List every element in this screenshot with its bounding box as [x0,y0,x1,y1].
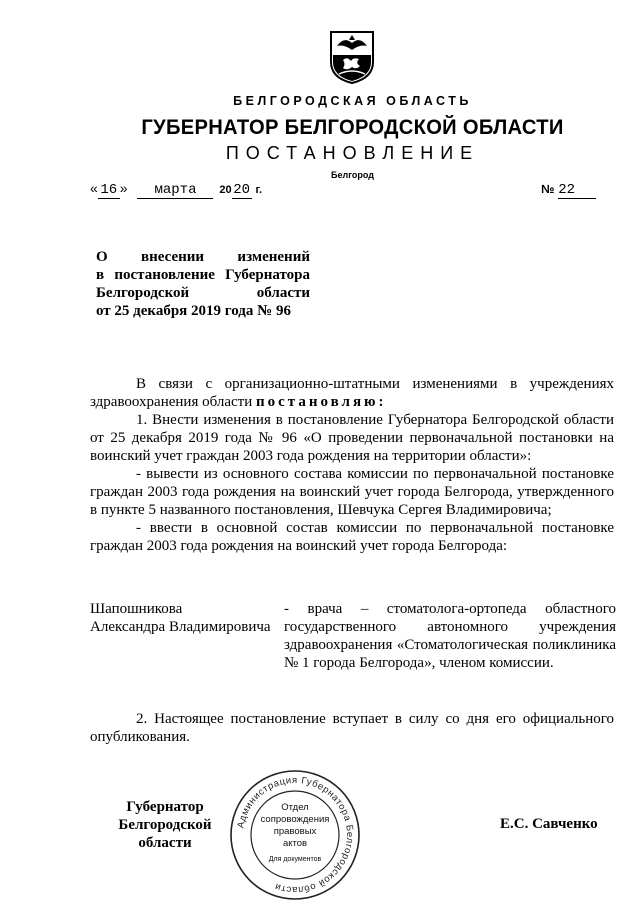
date-year-suffix: 20 [233,182,251,198]
stamp-line: Отдел [281,802,309,813]
governor-title: ГУБЕРНАТОР БЕЛГОРОДСКОЙ ОБЛАСТИ [141,116,564,139]
preamble-text: В связи с организационно-штатными изменениями в учреждениях здравоохранения области [90,376,614,410]
date-open-quote: « [90,180,98,196]
stamp-center-text [260,802,330,866]
item-2: 2. Настоящее постановление вступает в силу со дня его официального опубликования. [90,711,614,745]
date-close-quote: » [119,180,128,196]
stamp-line: актов [282,838,308,849]
item-2-block [90,710,614,746]
date-year-prefix: 20 [219,184,232,196]
decree-number [541,180,596,199]
subject-line: О внесении изменений [96,249,310,265]
member-description: - врача – стоматолога-ортопеда областного государственного автономного учреждения здравоохранения «Стоматологическая поликлиника № 1 города Белгорода», членом комиссии. [284,601,616,671]
resolve-word: постановляю: [256,394,387,410]
bullet-remove-member: - вывести из основного состава комиссии по первоначальной постановке граждан 2003 года рождения на воинский учет города Белгорода, утвержденного в пункте 5 названного постановления, Шевчука Сергея Владимировича; [90,466,614,518]
decree-body [90,375,614,555]
subject-line: в постановление Губернатора [96,267,310,283]
subject-line: Белгородской области [96,285,310,301]
coat-of-arms-emblem [329,30,375,84]
member-surname: Шапошникова [90,601,183,617]
preamble-paragraph [90,375,614,411]
bullet-add-member: - ввести в основной состав комиссии по первоначальной постановке граждан 2003 года рождения на воинский учет города Белгорода: [90,520,614,554]
member-name [90,600,290,636]
decree-date [90,180,262,199]
city-name: Белгород [331,170,374,180]
region-title: БЕЛГОРОДСКАЯ ОБЛАСТЬ [233,94,472,108]
signature-title-line: Губернатор [126,799,204,815]
number-value: 22 [558,182,596,199]
member-given-name: Александра Владимировича [90,619,271,635]
decree-type: ПОСТАНОВЛЕНИЕ [225,143,480,163]
date-day: 16 [98,182,120,199]
stamp-line: сопровождения [260,814,330,825]
decree-subject [96,248,310,320]
subject-line: от 25 декабря 2019 года № 96 [96,303,291,319]
stamp-bottom: Для документов [268,856,322,863]
date-year-abbr: г. [255,184,263,196]
stamp-ring-text: Администрация Губернатора Белгородской области [235,774,356,896]
item-1: 1. Внести изменения в постановление Губернатора Белгородской области от 25 декабря 2019 года № 96 «О проведении первоначальной постановки на воинский учет граждан 2003 года рождения на территории области»: [90,412,614,464]
date-month: марта [137,182,213,199]
signature-title [90,798,240,852]
number-label: № [541,182,555,196]
stamp-line: правовых [273,826,317,837]
signature-title-line: Белгородской области [118,817,212,851]
signature-name: Е.С. Савченко [500,816,598,832]
